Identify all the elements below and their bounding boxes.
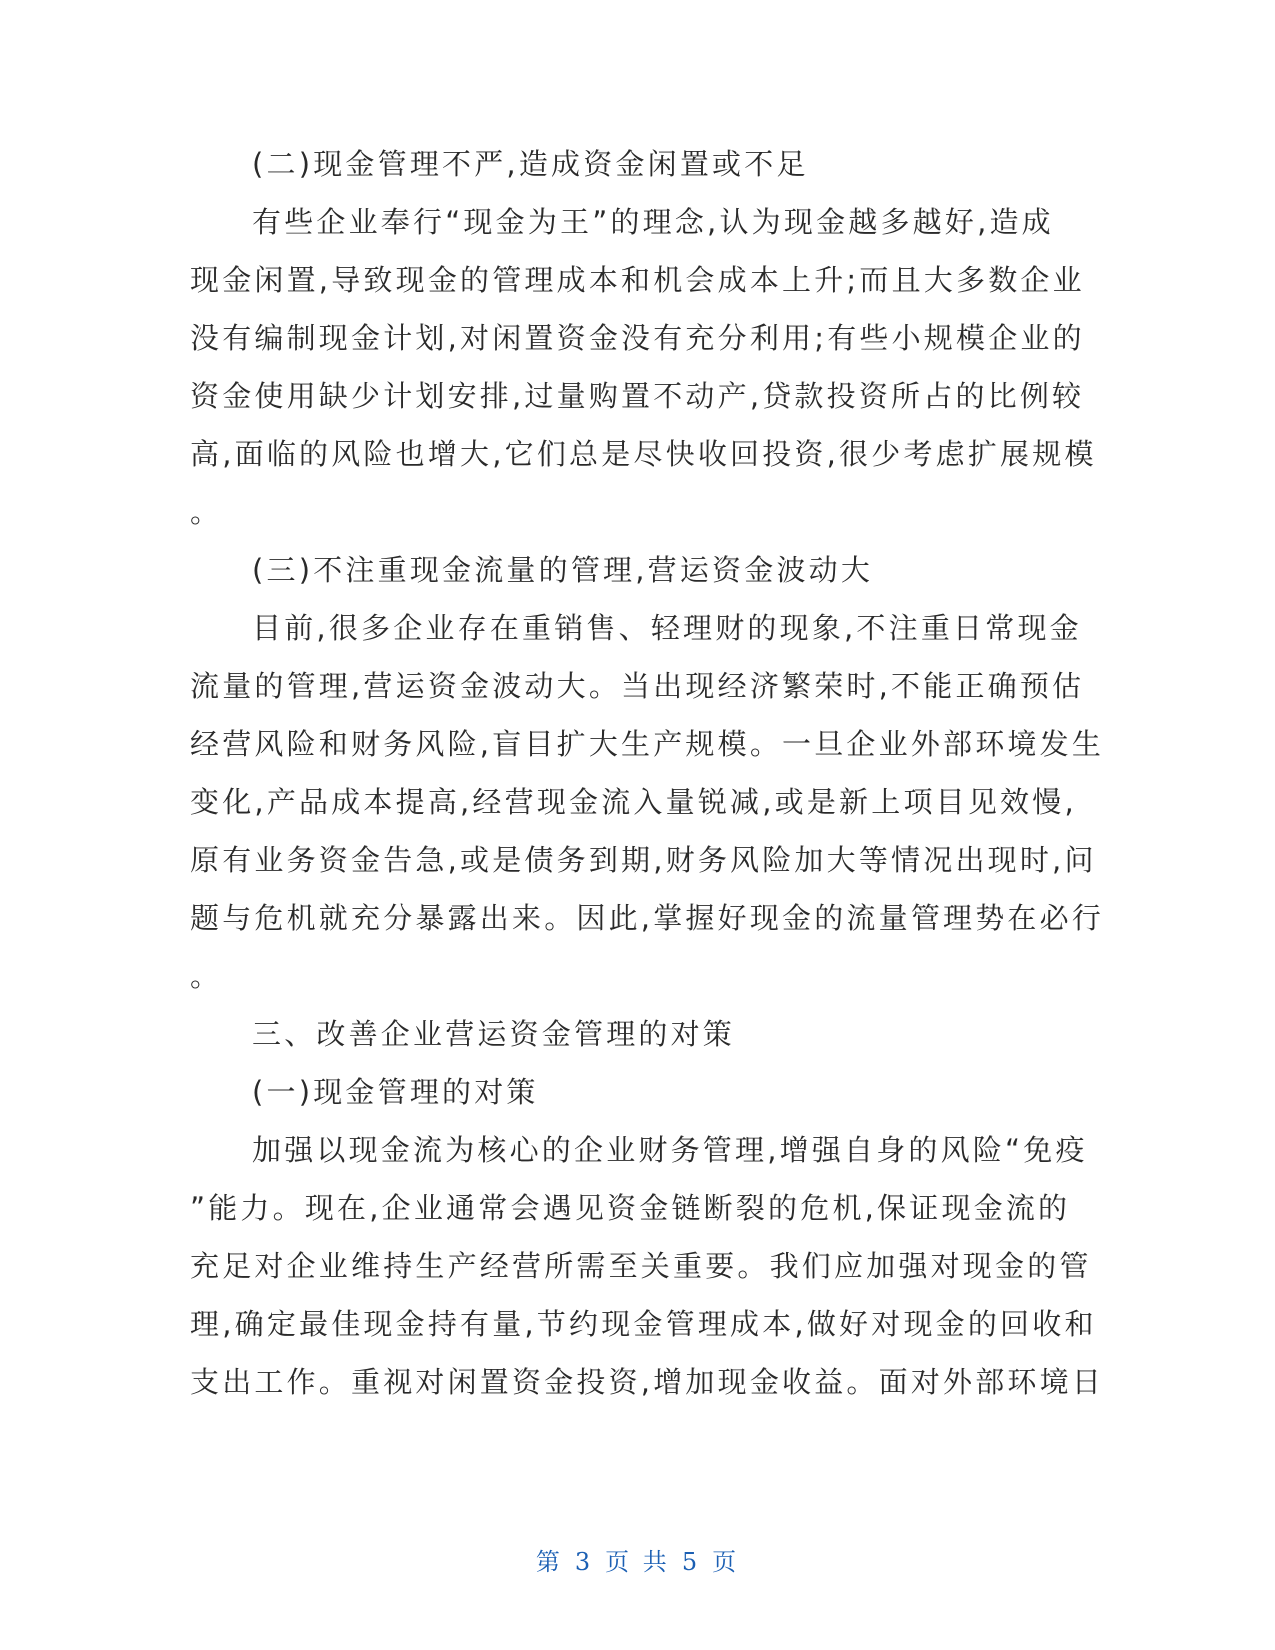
paragraph-line: 资金使用缺少计划安排,过量购置不动产,贷款投资所占的比例较 <box>190 379 1085 413</box>
footer-prefix: 第 <box>535 1548 563 1576</box>
paragraph-line: 目前,很多企业存在重销售、轻理财的现象,不注重日常现金 <box>252 611 1082 645</box>
footer-total-pages: 5 <box>681 1548 701 1576</box>
paragraph-line: 现金闲置,导致现金的管理成本和机会成本上升;而且大多数企业 <box>190 263 1085 297</box>
subheading-cash-flow-issue: (三)不注重现金流量的管理,营运资金波动大 <box>252 553 874 587</box>
paragraph-line: 理,确定最佳现金持有量,节约现金管理成本,做好对现金的回收和 <box>190 1307 1097 1341</box>
paragraph-line: ”能力。现在,企业通常会遇见资金链断裂的危机,保证现金流的 <box>190 1191 1071 1225</box>
paragraph-line: 没有编制现金计划,对闲置资金没有充分利用;有些小规模企业的 <box>190 321 1085 355</box>
section-heading-countermeasures: 三、改善企业营运资金管理的对策 <box>252 1017 736 1051</box>
paragraph-line: 加强以现金流为核心的企业财务管理,增强自身的风险“免疫 <box>252 1133 1088 1167</box>
paragraph-line: 变化,产品成本提高,经营现金流入量锐减,或是新上项目见效慢, <box>190 785 1077 819</box>
page-footer <box>0 1542 1275 1577</box>
paragraph-line: 题与危机就充分暴露出来。因此,掌握好现金的流量管理势在必行 <box>190 901 1105 935</box>
footer-current-page: 3 <box>574 1548 594 1576</box>
subheading-cash-countermeasures: (一)现金管理的对策 <box>252 1075 539 1109</box>
paragraph-line: 支出工作。重视对闲置资金投资,增加现金收益。面对外部环境日 <box>190 1365 1105 1399</box>
footer-suffix: 页 <box>712 1548 740 1576</box>
paragraph-line: 。 <box>190 959 223 993</box>
paragraph-line: 。 <box>190 495 223 529</box>
paragraph-line: 经营风险和财务风险,盲目扩大生产规模。一旦企业外部环境发生 <box>190 727 1105 761</box>
subheading-cash-management-issue: (二)现金管理不严,造成资金闲置或不足 <box>252 147 809 181</box>
paragraph-line: 有些企业奉行“现金为王”的理念,认为现金越多越好,造成 <box>252 205 1054 239</box>
paragraph-line: 充足对企业维持生产经营所需至关重要。我们应加强对现金的管 <box>190 1249 1092 1283</box>
paragraph-line: 高,面临的风险也增大,它们总是尽快收回投资,很少考虑扩展规模 <box>190 437 1097 471</box>
paragraph-line: 原有业务资金告急,或是债务到期,财务风险加大等情况出现时,问 <box>190 843 1097 877</box>
paragraph-line: 流量的管理,营运资金波动大。当出现经济繁荣时,不能正确预估 <box>190 669 1085 703</box>
footer-middle: 页 共 <box>605 1548 670 1576</box>
